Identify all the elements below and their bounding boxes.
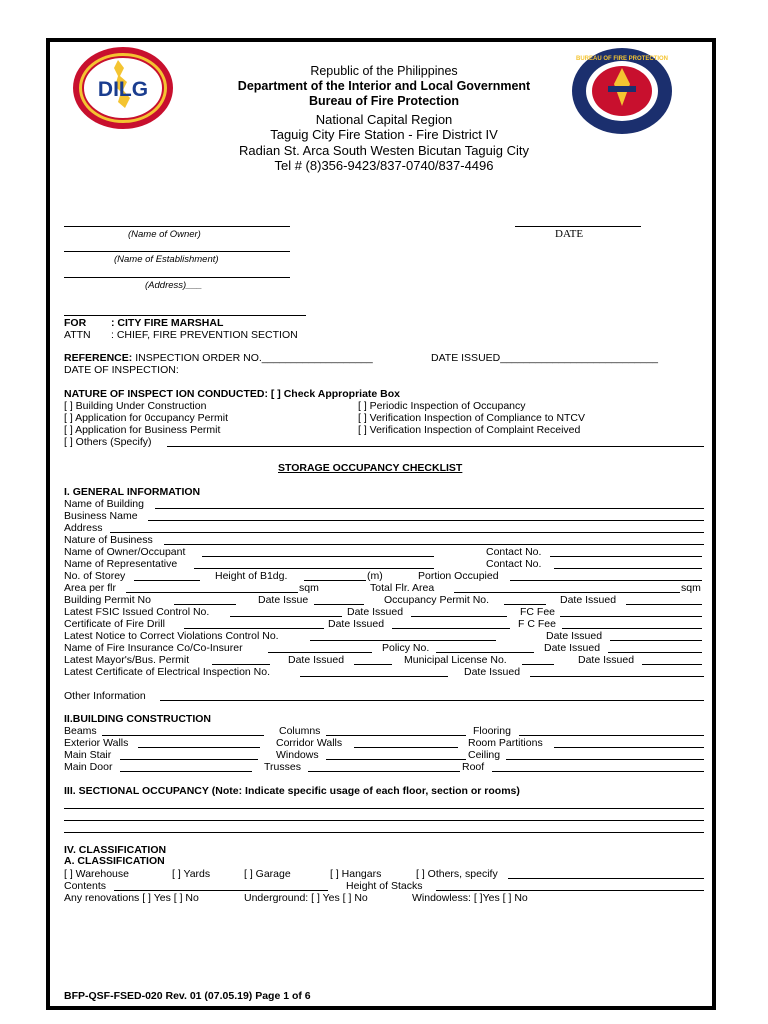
business-name-row[interactable] <box>64 510 704 522</box>
classification-title: IV. CLASSIFICATION <box>64 844 167 856</box>
windows-label: Windows <box>276 749 319 761</box>
addressee-line <box>64 315 306 316</box>
attn-label: ATTN <box>64 329 91 341</box>
owner-line[interactable] <box>64 226 290 227</box>
portion-label: Portion Occupied <box>418 570 499 582</box>
department-text: Department of the Interior and Local Government <box>237 79 531 93</box>
walls-row[interactable] <box>64 737 704 749</box>
general-title: I. GENERAL INFORMATION <box>64 486 201 498</box>
stair-row[interactable] <box>64 749 704 761</box>
construction-title: II.BUILDING CONSTRUCTION <box>64 713 211 725</box>
columns-label: Columns <box>279 725 321 737</box>
fsic-row[interactable] <box>64 606 704 618</box>
representative-label: Name of Representative <box>64 558 178 570</box>
nature-option-occupancy[interactable]: [ ] Application for 0ccupancy Permit <box>64 412 228 424</box>
sqm-label-1: sqm <box>299 582 319 594</box>
reference-date-issued[interactable]: DATE ISSUED___________________________ <box>431 352 658 364</box>
nature-of-business-row[interactable] <box>64 534 704 546</box>
nature-option-building[interactable]: [ ] Building Under Construction <box>64 400 207 412</box>
mayor-permit-row[interactable] <box>64 654 704 666</box>
telephone-text: Tel # (8)356-9423/837-0740/837-4496 <box>274 158 494 173</box>
beams-label: Beams <box>64 725 97 737</box>
name-of-building-label: Name of Building <box>64 498 144 510</box>
fire-drill-label: Certificate of Fire Drill <box>64 618 165 630</box>
date-of-inspection[interactable]: DATE OF INSPECTION: <box>64 364 179 376</box>
region-text: National Capital Region <box>315 112 453 127</box>
date-caption: DATE <box>555 228 584 240</box>
sectional-title: III. SECTIONAL OCCUPANCY <box>64 785 209 797</box>
fire-drill-row[interactable] <box>64 618 704 630</box>
electrical-row[interactable] <box>64 666 704 678</box>
svg-text:DILG: DILG <box>97 78 149 101</box>
electrical-label: Latest Certificate of Electrical Inspection No. <box>64 666 271 678</box>
classification-options-row[interactable] <box>64 868 704 880</box>
date-issued-label-5: Date Issued <box>544 642 601 654</box>
trusses-label: Trusses <box>264 761 301 773</box>
date-line[interactable] <box>515 226 641 227</box>
nature-option-business[interactable]: [ ] Application for Business Permit <box>64 424 221 436</box>
address-row[interactable] <box>64 522 704 534</box>
renovations-row[interactable] <box>64 892 704 904</box>
nature-others-row[interactable] <box>64 436 704 448</box>
area-row[interactable] <box>64 582 704 594</box>
fc-fee-label: FC Fee <box>520 606 556 618</box>
beams-row[interactable] <box>64 725 704 737</box>
building-permit-row[interactable] <box>64 594 704 606</box>
republic-text: Republic of the Philippines <box>310 64 458 78</box>
windowless-option[interactable]: Windowless: [ ]Yes [ ] No <box>412 892 528 904</box>
nature-option-periodic[interactable]: [ ] Periodic Inspection of Occupancy <box>358 400 526 412</box>
nature-of-business-label: Nature of Business <box>64 534 153 546</box>
other-info-label: Other Information <box>64 690 146 702</box>
name-of-building-row[interactable] <box>64 498 704 510</box>
main-door-label: Main Door <box>64 761 113 773</box>
reference-label: REFERENCE: <box>64 352 133 364</box>
checklist-title: STORAGE OCCUPANCY CHECKLIST <box>278 462 463 474</box>
insurance-label: Name of Fire Insurance Co/Co-Insurer <box>64 642 243 654</box>
main-stair-label: Main Stair <box>64 749 112 761</box>
height-unit: (m) <box>367 570 383 582</box>
fc-fee2-label: F C Fee <box>518 618 556 630</box>
other-info-row[interactable] <box>64 690 704 702</box>
date-issued-label-3: Date Issued <box>328 618 385 630</box>
roof-label: Roof <box>462 761 485 773</box>
for-label: FOR <box>64 317 87 329</box>
option-others[interactable]: [ ] Others, specify <box>416 868 498 880</box>
renovations-option[interactable]: Any renovations [ ] Yes [ ] No <box>64 892 199 904</box>
sectional-note: (Note: Indicate specific usage of each floor, section or rooms) <box>211 785 520 797</box>
general-address-label: Address <box>64 522 103 534</box>
sectional-heading <box>64 785 520 797</box>
storey-row[interactable] <box>64 570 704 582</box>
fsic-label: Latest FSIC Issued Control No. <box>64 606 210 618</box>
option-garage[interactable]: [ ] Garage <box>244 868 291 880</box>
attn-value: : CHIEF, FIRE PREVENTION SECTION <box>111 329 298 341</box>
sectional-line-3[interactable] <box>64 832 704 833</box>
reference-row <box>64 352 373 364</box>
occupancy-permit-label: Occupancy Permit No. <box>384 594 490 606</box>
contact-no-label-2: Contact No. <box>486 558 542 570</box>
underground-option[interactable]: Underground: [ ] Yes [ ] No <box>244 892 368 904</box>
insurance-row[interactable] <box>64 642 704 654</box>
sectional-line-2[interactable] <box>64 820 704 821</box>
option-hangars[interactable]: [ ] Hangars <box>330 868 382 880</box>
date-issued-label-2: Date Issued <box>347 606 404 618</box>
address-text: Radian St. Arca South Westen Bicutan Taguig City <box>238 143 530 158</box>
mayor-permit-label: Latest Mayor's/Bus. Permit <box>64 654 190 666</box>
sqm-label-2: sqm <box>681 582 701 594</box>
classification-subtitle: A. CLASSIFICATION <box>64 855 165 867</box>
total-area-label: Total Flr. Area <box>370 582 435 594</box>
nature-others-label: [ ] Others (Specify) <box>64 436 152 448</box>
date-issued-label-6: Date Issued <box>288 654 345 666</box>
building-permit-label: Building Permit No <box>64 594 151 606</box>
date-issued-label-8: Date Issued <box>464 666 521 678</box>
address-caption: (Address)___ <box>145 280 203 291</box>
business-name-label: Business Name <box>64 510 138 522</box>
address-line[interactable] <box>64 277 290 278</box>
height-label: Height of B1dg. <box>215 570 288 582</box>
area-per-flr-label: Area per flr <box>64 582 116 594</box>
notice-row[interactable] <box>64 630 704 642</box>
storey-label: No. of Storey <box>64 570 126 582</box>
owner-occupant-row[interactable] <box>64 546 704 558</box>
date-issued-label-1: Date Issued <box>560 594 617 606</box>
ceiling-label: Ceiling <box>468 749 501 761</box>
establishment-line[interactable] <box>64 251 290 252</box>
form-footer: BFP-QSF-FSED-020 Rev. 01 (07.05.19) Page 1 of 6 <box>64 990 311 1002</box>
nature-option-complaint[interactable]: [ ] Verification Inspection of Complaint Received <box>358 424 581 436</box>
date-issued-label-4: Date Issued <box>546 630 603 642</box>
contact-no-label-1: Contact No. <box>486 546 542 558</box>
option-yards[interactable]: [ ] Yards <box>172 868 211 880</box>
sectional-line-1[interactable] <box>64 808 704 809</box>
corridor-walls-label: Corridor Walls <box>276 737 343 749</box>
inspection-order-field[interactable]: INSPECTION ORDER NO.___________________ <box>135 352 373 364</box>
door-row[interactable] <box>64 761 704 773</box>
municipal-label: Municipal License No. <box>404 654 507 666</box>
svg-text:BUREAU OF FIRE PROTECTION: BUREAU OF FIRE PROTECTION <box>575 56 669 62</box>
date-issue-label: Date Issue <box>258 594 309 606</box>
nature-title: NATURE OF INSPECT ION CONDUCTED: [ ] Check Appropriate Box <box>64 388 401 400</box>
for-value: : CITY FIRE MARSHAL <box>111 317 224 329</box>
contents-row[interactable] <box>64 880 704 892</box>
policy-label: Policy No. <box>382 642 430 654</box>
room-partitions-label: Room Partitions <box>468 737 543 749</box>
date-issued-label-7: Date Issued <box>578 654 635 666</box>
owner-caption: (Name of Owner) <box>128 229 201 240</box>
notice-label: Latest Notice to Correct Violations Control No. <box>64 630 279 642</box>
flooring-label: Flooring <box>473 725 511 737</box>
height-of-stacks-label: Height of Stacks <box>346 880 423 892</box>
station-text: Taguig City Fire Station - Fire District IV <box>270 127 498 142</box>
nature-option-ntcv[interactable]: [ ] Verification Inspection of Compliance to NTCV <box>358 412 586 424</box>
option-warehouse[interactable]: [ ] Warehouse <box>64 868 129 880</box>
establishment-caption: (Name of Establishment) <box>114 254 219 265</box>
exterior-walls-label: Exterior Walls <box>64 737 129 749</box>
owner-occupant-label: Name of Owner/Occupant <box>64 546 186 558</box>
representative-row[interactable] <box>64 558 704 570</box>
bureau-text: Bureau of Fire Protection <box>308 94 460 108</box>
contents-label: Contents <box>64 880 107 892</box>
